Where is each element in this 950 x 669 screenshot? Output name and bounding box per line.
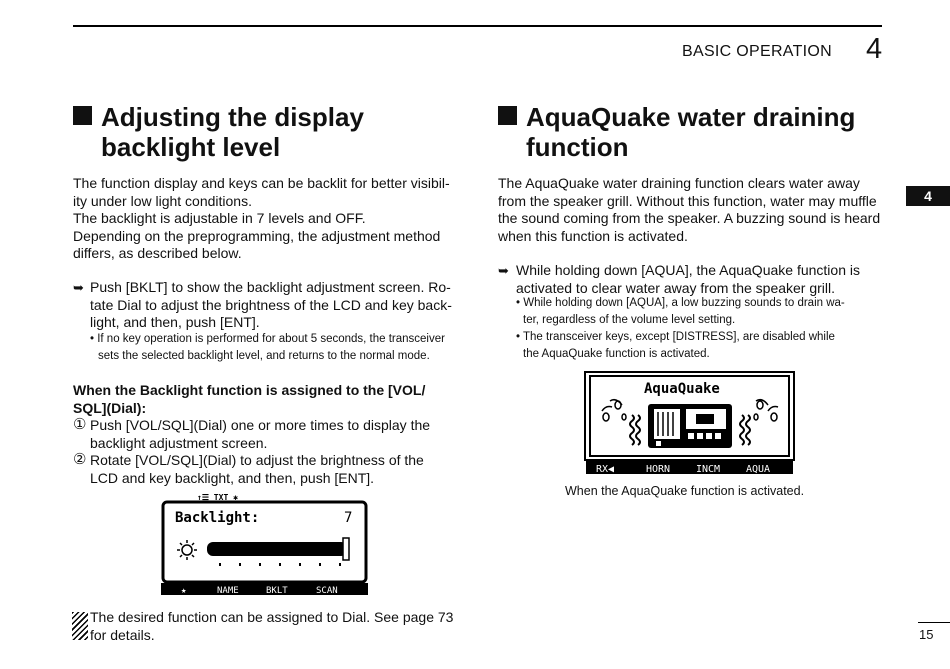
softkey-rx[interactable]: RX◀ (596, 464, 615, 475)
aquaquake-caption: When the AquaQuake function is activated. (565, 484, 805, 498)
backlight-level-bar[interactable] (207, 542, 347, 556)
softkey-name[interactable]: NAME (217, 586, 239, 595)
arrow-bullet-icon: ➥ (498, 263, 509, 278)
left-note: • If no key operation is performed for about 5 seconds, the transceiver sets the selected backlight level, and returns to the normal mode. (90, 333, 445, 362)
lcd-top-icons: ↑☰ TXT ✱ (197, 493, 238, 502)
softkey-bklt[interactable]: BKLT (266, 586, 288, 595)
softkey-scan[interactable]: SCAN (316, 586, 338, 595)
aquaquake-lcd-screen (584, 371, 795, 475)
left-heading: Adjusting the display backlight level (73, 102, 364, 162)
backlight-level: 7 (344, 510, 353, 526)
right-heading: AquaQuake water draining function (498, 102, 855, 162)
left-subhead: When the Backlight function is assigned to the [VOL/ SQL](Dial): (73, 382, 426, 416)
square-bullet-icon (73, 106, 92, 125)
page-number-rule (918, 622, 950, 623)
arrow-bullet-icon: ➥ (73, 280, 84, 295)
left-intro: The function display and keys can be backlit for better visibil- ity under low light conditions. The backlight is adjustable in 7 levels and OFF. Depending on the preprogramming, the adjustment method differs, as described below. (73, 175, 450, 261)
header-rule (73, 25, 882, 27)
note-hatch-icon (72, 612, 88, 640)
radio-icon (648, 404, 732, 448)
backlight-lcd-screen (159, 493, 370, 595)
step-two-marker: ② (73, 451, 87, 468)
left-numbered-step-1: Push [VOL/SQL](Dial) one or more times to display the backlight adjustment screen. (90, 417, 431, 451)
left-numbered-step-2: Rotate [VOL/SQL](Dial) to adjust the brightness of the LCD and key backlight, and then, push [ENT]. (90, 452, 424, 486)
softkey-favorite[interactable]: ★ (181, 586, 187, 595)
page-number: 15 (919, 627, 934, 642)
step-one-marker: ① (73, 416, 87, 433)
chapter-number: 4 (866, 33, 883, 65)
softkey-aqua[interactable]: AQUA (746, 464, 771, 475)
section-title: BASIC OPERATION (682, 43, 833, 60)
right-notes: • While holding down [AQUA], a low buzzing sounds to drain wa- ter, regardless of the volume level setting. • The transceiver keys, except [DISTRESS], are disabled while the AquaQuake function is activated. (516, 297, 845, 360)
left-tip: The desired function can be assigned to Dial. See page 73 for details. (90, 609, 454, 643)
square-bullet-icon (498, 106, 517, 125)
softkey-horn[interactable]: HORN (646, 464, 671, 475)
left-step: Push [BKLT] to show the backlight adjustment screen. Ro- tate Dial to adjust the brightness of the LCD and key back- light, and then, push [ENT]. (90, 279, 452, 330)
aquaquake-lcd-graphic (584, 371, 795, 475)
softkey-incm[interactable]: INCM (696, 464, 721, 475)
right-step: While holding down [AQUA], the AquaQuake function is activated to clear water away from the speaker grill. (516, 262, 860, 296)
side-tab[interactable]: 4 (906, 186, 950, 206)
aquaquake-title: AquaQuake (644, 381, 720, 397)
backlight-title: Backlight: (175, 510, 260, 526)
backlight-lcd-graphic (159, 493, 370, 595)
backlight-slider-handle[interactable] (343, 538, 349, 560)
right-intro: The AquaQuake water draining function clears water away from the speaker grill. Without this function, water may muffle the sound coming from the speaker. A buzzing sound is heard when this function is activated. (498, 175, 881, 244)
